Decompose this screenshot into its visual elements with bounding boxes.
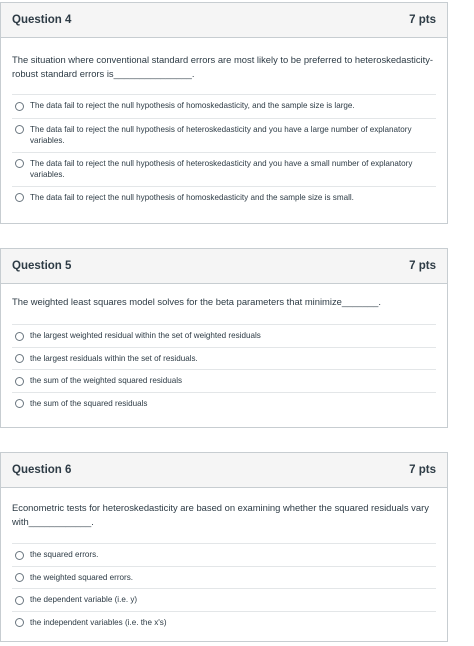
answer-label: the weighted squared errors. (30, 572, 134, 582)
answer-option[interactable] (12, 543, 436, 566)
question-body (1, 284, 447, 420)
radio-button-icon[interactable] (15, 377, 24, 386)
question-text: Econometric tests for heteroskedasticity are based on examining whether the squared residuals vary with____________. (12, 502, 429, 527)
answer-option[interactable] (12, 324, 436, 347)
radio-button-icon[interactable] (15, 551, 24, 560)
radio-button-icon[interactable] (15, 102, 24, 111)
answer-list (12, 94, 436, 208)
radio-button-icon[interactable] (15, 332, 24, 341)
answer-option[interactable] (12, 588, 436, 611)
answer-list (12, 543, 436, 633)
question-header (1, 3, 447, 38)
question-card-4 (0, 2, 448, 224)
question-points: 7 pts (409, 14, 436, 26)
answer-label: the independent variables (i.e. the x's) (30, 617, 167, 627)
answer-option[interactable] (12, 611, 436, 634)
answer-option[interactable] (12, 347, 436, 370)
radio-button-icon[interactable] (15, 159, 24, 168)
answer-option[interactable] (12, 94, 436, 118)
question-card-5 (0, 248, 448, 428)
question-title: Question 6 (12, 464, 72, 476)
answer-label: the squared errors. (30, 550, 99, 559)
answer-label: The data fail to reject the null hypothesis of heteroskedasticity and you have a small number of explanatory variables. (30, 158, 413, 179)
answer-list (12, 324, 436, 414)
radio-button-icon[interactable] (15, 125, 24, 134)
answer-label: the largest weighted residual within the set of weighted residuals (30, 331, 261, 340)
answer-option[interactable] (12, 566, 436, 589)
answer-option[interactable] (12, 152, 436, 186)
answer-option[interactable] (12, 186, 436, 209)
question-body (1, 38, 447, 214)
question-text: The situation where conventional standard errors are most likely to be preferred to heteroskedasticity-robust standard errors is_______________. (12, 54, 434, 79)
radio-button-icon[interactable] (15, 399, 24, 408)
question-body (1, 488, 447, 639)
answer-label: The data fail to reject the null hypothesis of heteroskedasticity and you have a large number of explanatory variables. (30, 124, 412, 145)
question-header (1, 453, 447, 488)
question-points: 7 pts (409, 464, 436, 476)
answer-label: The data fail to reject the null hypothesis of homoskedasticity and the sample size is small. (30, 192, 354, 202)
question-card-6 (0, 452, 448, 642)
answer-option[interactable] (12, 392, 436, 415)
answer-label: The data fail to reject the null hypothesis of homoskedasticity, and the sample size is large. (30, 101, 355, 110)
radio-button-icon[interactable] (15, 573, 24, 582)
radio-button-icon[interactable] (15, 354, 24, 363)
answer-label: the sum of the weighted squared residuals (30, 376, 183, 385)
question-title: Question 5 (12, 260, 72, 272)
question-title: Question 4 (12, 14, 72, 26)
radio-button-icon[interactable] (15, 618, 24, 627)
answer-option[interactable] (12, 118, 436, 152)
answer-label: the sum of the squared residuals (30, 398, 148, 408)
question-header (1, 249, 447, 284)
answer-option[interactable] (12, 369, 436, 392)
answer-label: the dependent variable (i.e. y) (30, 595, 138, 604)
radio-button-icon[interactable] (15, 596, 24, 605)
radio-button-icon[interactable] (15, 193, 24, 202)
answer-label: the largest residuals within the set of residuals. (30, 353, 198, 363)
question-text: The weighted least squares model solves for the beta parameters that minimize_______. (12, 296, 381, 307)
question-points: 7 pts (409, 260, 436, 272)
